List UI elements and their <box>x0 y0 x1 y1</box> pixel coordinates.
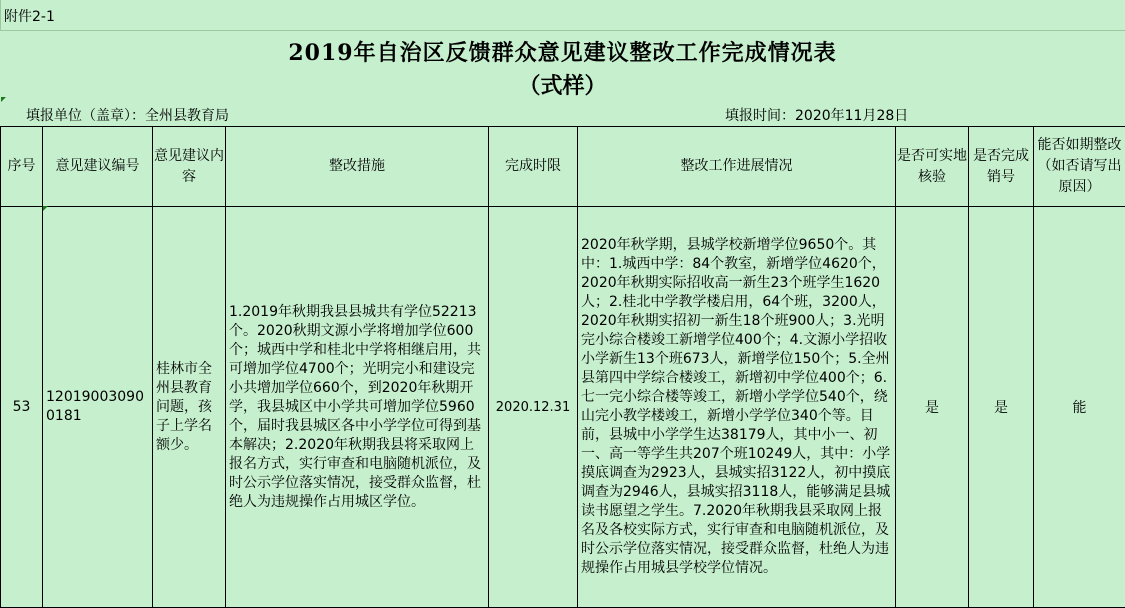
cell-seq[interactable]: 53 <box>1 207 43 608</box>
report-table <box>0 126 1125 608</box>
gridline <box>0 0 1 30</box>
cell-code[interactable] <box>43 207 153 608</box>
cell-closed[interactable]: 是 <box>969 207 1034 608</box>
gridline <box>0 30 1125 31</box>
header-seq[interactable]: 序号 <box>1 127 43 207</box>
cell-content[interactable]: 桂林市全州县教育问题，孩子上学名额少。 <box>153 207 226 608</box>
cell-progress[interactable]: 2020年秋学期，县城学校新增学位9650个。其中：1.城西中学：84个教室，新增学位4620个，2020年秋期实际招收高一新生23个班学生1620人；2.桂北中学教学楼启用，64个班，3200人，2020年秋期实招初一新生18个班900人；3.光明完小综合楼竣工新增学位400个；4.文源小学招收小学新生13个班673人，新增学位150个；5.全州县第四中学综合楼竣工，新增初中学位400个；6.七一完小综合楼等竣工，新增小学学位540个，绕山完小教学楼竣工，新增小学学位340个等。目前，县城中小学学生达38179人，其中小一、初一、高一等学生共207个班10249人，其中：小学摸底调查为2923人，县城实招3122人，初中摸底调查为2946人，县城实招3118人，能够满足县城读书愿望之学生。7.2020年秋期我县采取网上报名及各校实际方式，实行审查和电脑随机派位，及时公示学位落实情况，接受群众监督，杜绝人为违规操作占用城县学校学位情况。 <box>578 207 896 608</box>
header-content[interactable]: 意见建议内容 <box>153 127 226 207</box>
cell-comment-marker-icon <box>1 97 6 102</box>
header-progress[interactable]: 整改工作进展情况 <box>578 127 896 207</box>
cell-code-text: 120190030900181 <box>46 389 144 424</box>
cell-on-time[interactable]: 能 <box>1034 207 1125 608</box>
header-verified[interactable]: 是否可实地核验 <box>896 127 969 207</box>
table-header-row <box>1 127 1125 207</box>
attachment-label: 附件2-1 <box>4 6 55 26</box>
page-title: 2019年自治区反馈群众意见建议整改工作完成情况表 <box>0 36 1125 67</box>
cell-verified[interactable]: 是 <box>896 207 969 608</box>
cell-comment-marker-icon <box>43 206 48 211</box>
cell-measures[interactable]: 1.2019年秋期我县县城共有学位52213个。2020秋期文源小学将增加学位600个；城西中学和桂北中学将相继启用，共可增加学位4700个；光明完小和建设完小共增加学位660个，到2020年秋期开学，我县城区中小学共可增加学位5960个，届时我县城区各中小学学位可得到基本解决；2.2020年秋期我县将采取网上报名方式，实行审查和电脑随机派位，及时公示学位落实情况，接受群众监督，杜绝人为违规操作占用城区学位。 <box>226 207 489 608</box>
table-row <box>1 207 1125 608</box>
header-on-time[interactable]: 能否如期整改（如否请写出原因） <box>1034 127 1125 207</box>
header-code[interactable]: 意见建议编号 <box>43 127 153 207</box>
filing-unit: 填报单位（盖章）：全州县教育局 <box>26 105 229 125</box>
cell-deadline[interactable]: 2020.12.31 <box>489 207 578 608</box>
header-closed[interactable]: 是否完成销号 <box>969 127 1034 207</box>
header-measures[interactable]: 整改措施 <box>226 127 489 207</box>
header-deadline[interactable]: 完成时限 <box>489 127 578 207</box>
filing-time: 填报时间：2020年11月28日 <box>725 105 908 125</box>
page-subtitle: （式样） <box>0 69 1125 100</box>
